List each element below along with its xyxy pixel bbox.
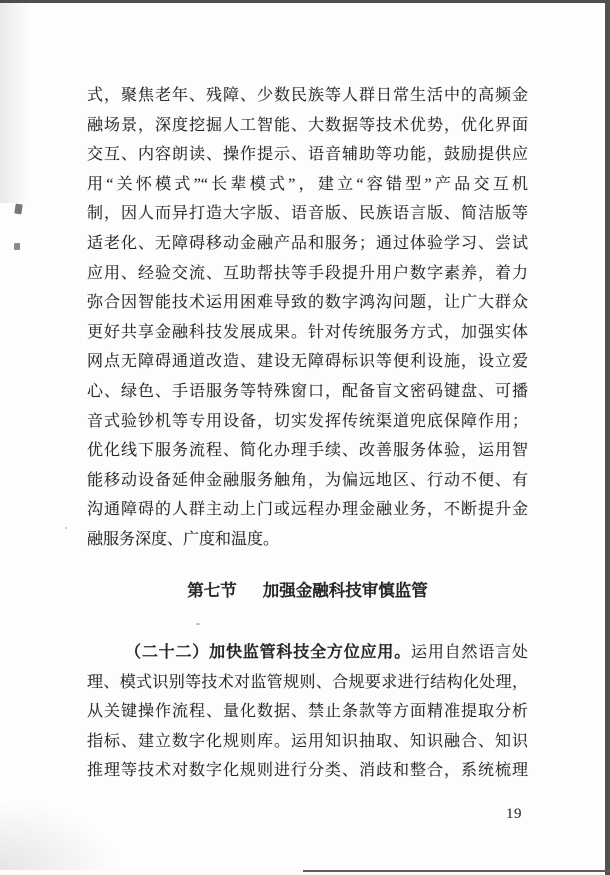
text-line [87,638,528,668]
text-line: 从关键操作流程、量化数据、禁止条款等方面精准提取分析 [87,703,528,721]
text-line: 音式验钞机等专用设备，切实发挥传统渠道兜底保障作用； [87,412,528,430]
paragraph-inclusive-finance [87,81,528,555]
section-heading [87,576,528,606]
page-number: 19 [506,806,522,822]
text-line: 沟通障碍的人群主动上门或远程办理金融业务，不断提升金 [87,501,528,519]
text-line: 融服务深度、广度和温度。 [87,530,280,548]
scan-edge-top [0,0,610,3]
scan-artifact [65,527,67,529]
text-line: 推理等技术对数字化规则进行分类、消歧和整合，系统梳理 [87,762,528,780]
scan-artifact [196,623,200,625]
text-line: 式，聚焦老年、残障、少数民族等人群日常生活中的高频金 [87,87,528,104]
text-line: 优化线下服务流程、简化办理手续、改善服务体验，运用智 [87,442,528,460]
text-line: 能移动设备延伸金融服务触角，为偏远地区、行动不便、有 [87,471,528,489]
text-line: 更好共享金融科技发展成果。针对传统服务方式，加强实体 [87,323,528,341]
scan-artifact [14,243,20,250]
text-line: 适老化、无障碍移动金融产品和服务；通过体验学习、尝试 [87,234,528,252]
item-title-bold: （二十二）加快监管科技全方位应用。 [125,644,412,661]
item-body-text: 运用自然语言处 [411,644,528,661]
section-heading-label: 第七节 [187,581,237,600]
scan-edge-right [605,0,610,875]
text-line: 理、模式识别等技术对监管规则、合规要求进行结构化处理， [87,673,528,691]
text-line: 网点无障碍通道改造、建设无障碍标识等便利设施，设立爱 [87,353,528,371]
text-line: 心、绿色、手语服务等特殊窗口，配备盲文密码键盘、可播 [87,382,528,400]
text-line: 用“关怀模式”“长辈模式”，建立“容错型”产品交互机 [87,175,528,193]
section-heading-title: 加强金融科技审慎监管 [262,581,428,600]
text-line: 指标、建立数字化规则库。运用知识抽取、知识融合、知识 [87,732,528,750]
scan-artifact [14,204,22,215]
text-line: 应用、经验交流、互助帮扶等手段提升用户数字素养，着力 [87,264,528,282]
scan-shadow-bottom-left [0,800,120,870]
text-line: 弥合因智能技术运用困难导致的数字鸿沟问题，让广大群众 [87,294,528,312]
text-line: 制，因人而异打造大字版、语音版、民族语言版、简洁版等 [87,205,528,223]
paragraph-regtech-application [87,638,528,786]
scan-edge-bottom [303,870,610,872]
text-line: 交互、内容朗读、操作提示、语音辅助等功能，鼓励提供应 [87,146,528,164]
text-line: 融场景，深度挖掘人工智能、大数据等技术优势，优化界面 [87,116,528,134]
scan-shadow-left [0,3,30,203]
